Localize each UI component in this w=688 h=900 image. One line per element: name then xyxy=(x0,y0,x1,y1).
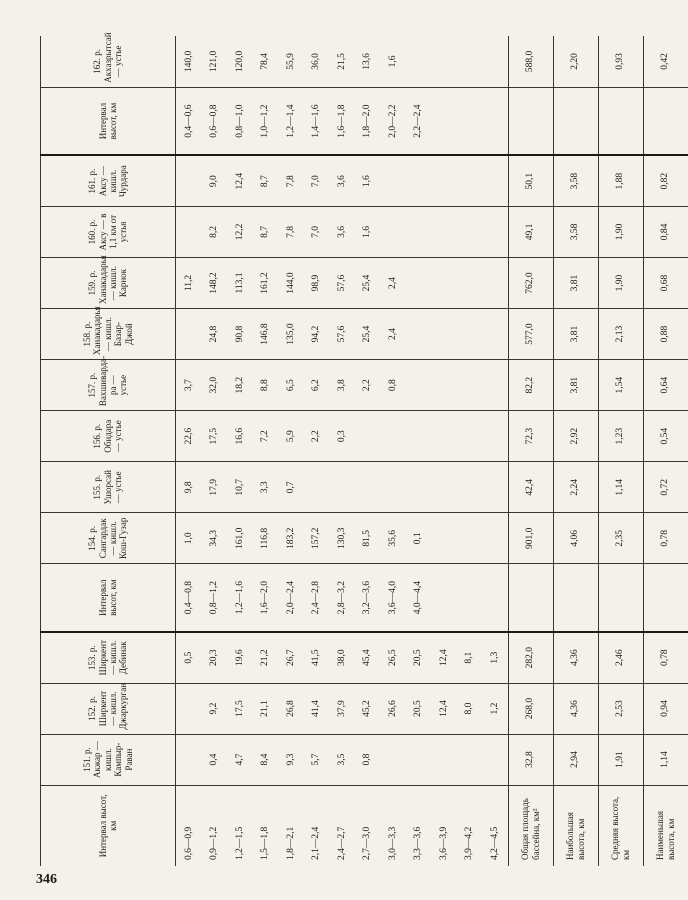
table-cell: 3,2—3,6 xyxy=(355,564,381,632)
table-cell: 4,36 xyxy=(553,632,598,683)
table-cell: 6,2 xyxy=(304,360,330,411)
row-label-cell: 2,7—3,0 xyxy=(362,826,373,860)
table-cell: 20,5 xyxy=(406,683,432,734)
table-cell: 0,72 xyxy=(643,462,688,513)
table-cell: 57,6 xyxy=(329,257,355,308)
table-cell: 17,9 xyxy=(202,462,228,513)
table-cell xyxy=(431,206,457,257)
table-row xyxy=(304,36,330,866)
table-cell: 157,2 xyxy=(304,513,330,564)
table-cell: 144,0 xyxy=(278,257,304,308)
table-cell xyxy=(431,87,457,155)
table-cell xyxy=(457,462,483,513)
table-cell: 7,0 xyxy=(304,155,330,206)
table-row xyxy=(176,36,202,866)
table-cell xyxy=(406,206,432,257)
header-cell: Интервал высот, км xyxy=(41,564,176,632)
table-cell xyxy=(457,564,483,632)
header-cell: 159. р. Ханакадарья — кишл. Карнок xyxy=(41,257,176,308)
table-cell: 81,5 xyxy=(355,513,381,564)
table-cell xyxy=(431,360,457,411)
table-cell: 26,7 xyxy=(278,632,304,683)
table-cell: 3,81 xyxy=(553,360,598,411)
table-cell: 0,8—1,0 xyxy=(227,87,253,155)
table-cell: 135,0 xyxy=(278,309,304,360)
table-row xyxy=(380,36,406,866)
table-cell: 4,36 xyxy=(553,683,598,734)
table-cell xyxy=(482,87,508,155)
table-cell: 45,4 xyxy=(355,632,381,683)
table-cell: 22,6 xyxy=(176,411,202,462)
table-row xyxy=(278,36,304,866)
table-cell: 2,2 xyxy=(304,411,330,462)
table-cell: 1,54 xyxy=(598,360,643,411)
table-cell xyxy=(431,309,457,360)
table-cell: 1,6 xyxy=(355,206,381,257)
table-cell: 148,2 xyxy=(202,257,228,308)
table-cell: 0,54 xyxy=(643,411,688,462)
table-cell: 8,8 xyxy=(253,360,279,411)
table-cell: 2,0—2,2 xyxy=(380,87,406,155)
row-label-cell: Наименьшая высота, км xyxy=(643,785,688,866)
table-cell: 3,81 xyxy=(553,257,598,308)
table-cell: 2,46 xyxy=(598,632,643,683)
table-cell xyxy=(176,734,202,785)
table-cell xyxy=(431,36,457,87)
table-cell xyxy=(329,462,355,513)
table-cell: 26,5 xyxy=(380,632,406,683)
table-cell: 1,6 xyxy=(380,36,406,87)
table-cell xyxy=(553,564,598,632)
table-cell: 2,0—2,4 xyxy=(278,564,304,632)
table-cell: 19,6 xyxy=(227,632,253,683)
table-cell xyxy=(482,309,508,360)
table-cell: 1,14 xyxy=(598,462,643,513)
table-cell: 0,42 xyxy=(643,36,688,87)
table-cell: 12,4 xyxy=(431,632,457,683)
row-label-cell: 4,2—4,5 xyxy=(489,826,500,860)
table-cell: 9,0 xyxy=(202,155,228,206)
table-cell: 32,0 xyxy=(202,360,228,411)
table-cell: 12,4 xyxy=(227,155,253,206)
table-cell: 8,2 xyxy=(202,206,228,257)
table-cell: 2,8—3,2 xyxy=(329,564,355,632)
table-cell xyxy=(176,309,202,360)
table-cell: 0,4 xyxy=(202,734,228,785)
summary-row xyxy=(508,36,553,866)
table-cell: 36,0 xyxy=(304,36,330,87)
table-cell: 45,2 xyxy=(355,683,381,734)
row-label-cell: 0,9—1,2 xyxy=(209,826,220,860)
table-cell: 16,6 xyxy=(227,411,253,462)
table-row xyxy=(329,36,355,866)
header-cell: 161. р. Аксу — кишл. Чурдара xyxy=(41,155,176,206)
table-cell: 1,4—1,6 xyxy=(304,87,330,155)
table-cell: 8,0 xyxy=(457,683,483,734)
table-cell: 2,2 xyxy=(355,360,381,411)
table-cell: 9,8 xyxy=(176,462,202,513)
table-cell xyxy=(482,411,508,462)
table-cell: 25,4 xyxy=(355,309,381,360)
table-cell: 0,8—1,2 xyxy=(202,564,228,632)
table-cell: 1,14 xyxy=(643,734,688,785)
header-cell: 160. р. Аксу — в 1,1 км от устья xyxy=(41,206,176,257)
table-cell: 268,0 xyxy=(508,683,553,734)
table-cell: 2,20 xyxy=(553,36,598,87)
table-cell: 1,6—1,8 xyxy=(329,87,355,155)
table-cell: 2,2—2,4 xyxy=(406,87,432,155)
table-cell xyxy=(598,564,643,632)
table-cell xyxy=(380,411,406,462)
table-cell: 1,6—2,0 xyxy=(253,564,279,632)
table-cell: 5,9 xyxy=(278,411,304,462)
table-cell: 57,6 xyxy=(329,309,355,360)
table-cell xyxy=(176,155,202,206)
table-cell: 7,8 xyxy=(278,206,304,257)
summary-row xyxy=(598,36,643,866)
table-cell xyxy=(380,155,406,206)
table-row xyxy=(406,36,432,866)
table-cell: 37,9 xyxy=(329,683,355,734)
table-cell: 577,0 xyxy=(508,309,553,360)
table-cell: 0,68 xyxy=(643,257,688,308)
table-cell: 0,8 xyxy=(355,734,381,785)
table-cell xyxy=(431,155,457,206)
table-cell xyxy=(355,462,381,513)
table-cell: 2,94 xyxy=(553,734,598,785)
table-cell: 0,78 xyxy=(643,632,688,683)
table-cell: 2,53 xyxy=(598,683,643,734)
table-cell: 2,24 xyxy=(553,462,598,513)
table-row xyxy=(355,36,381,866)
table-cell: 8,4 xyxy=(253,734,279,785)
table-cell: 4,7 xyxy=(227,734,253,785)
table-cell: 8,1 xyxy=(457,632,483,683)
table-cell: 20,3 xyxy=(202,632,228,683)
table-cell: 0,64 xyxy=(643,360,688,411)
table-cell: 24,8 xyxy=(202,309,228,360)
table-cell: 94,2 xyxy=(304,309,330,360)
table-cell: 49,1 xyxy=(508,206,553,257)
table-cell: 42,4 xyxy=(508,462,553,513)
rotated-table-container xyxy=(40,32,676,866)
table-cell: 140,0 xyxy=(176,36,202,87)
table-cell: 72,3 xyxy=(508,411,553,462)
table-cell: 0,5 xyxy=(176,632,202,683)
row-label-cell: 3,0—3,3 xyxy=(387,826,398,860)
table-cell: 7,2 xyxy=(253,411,279,462)
table-cell: 0,88 xyxy=(643,309,688,360)
table-cell: 1,2—1,4 xyxy=(278,87,304,155)
table-cell: 7,8 xyxy=(278,155,304,206)
table-cell xyxy=(643,564,688,632)
table-cell xyxy=(431,513,457,564)
table-cell: 12,2 xyxy=(227,206,253,257)
table-cell: 21,1 xyxy=(253,683,279,734)
table-cell xyxy=(380,206,406,257)
row-label-cell: 1,8—2,1 xyxy=(285,826,296,860)
row-label-cell: 1,2—1,5 xyxy=(234,826,245,860)
table-cell: 2,4—2,8 xyxy=(304,564,330,632)
table-cell: 0,1 xyxy=(406,513,432,564)
table-row xyxy=(253,36,279,866)
header-cell: 156. р. Обидара — устье xyxy=(41,411,176,462)
table-cell: 0,7 xyxy=(278,462,304,513)
table-cell: 0,6—0,8 xyxy=(202,87,228,155)
table-cell: 146,8 xyxy=(253,309,279,360)
header-cell: 154. р. Сангардак — кишл. Кош-Гузар xyxy=(41,513,176,564)
table-cell: 1,2—1,6 xyxy=(227,564,253,632)
table-cell: 2,92 xyxy=(553,411,598,462)
table-cell xyxy=(482,734,508,785)
table-cell: 4,06 xyxy=(553,513,598,564)
table-cell: 11,2 xyxy=(176,257,202,308)
table-cell: 3,58 xyxy=(553,206,598,257)
table-cell xyxy=(482,513,508,564)
table-cell: 8,7 xyxy=(253,206,279,257)
table-cell: 1,23 xyxy=(598,411,643,462)
header-cell: 155. р. Ушорсай — устье xyxy=(41,462,176,513)
table-cell: 183,2 xyxy=(278,513,304,564)
header-cell: Интервал высот, км xyxy=(41,785,176,866)
table-cell xyxy=(598,87,643,155)
table-cell xyxy=(457,257,483,308)
row-label-cell: 3,3—3,6 xyxy=(413,826,424,860)
table-row xyxy=(482,36,508,866)
table-cell xyxy=(457,87,483,155)
table-cell: 3,6—4,0 xyxy=(380,564,406,632)
table-cell: 5,7 xyxy=(304,734,330,785)
table-cell xyxy=(406,360,432,411)
table-cell: 161,2 xyxy=(253,257,279,308)
table-cell: 0,93 xyxy=(598,36,643,87)
header-cell: 157. р. Вахшиварда-ра — устье xyxy=(41,360,176,411)
header-cell: 151. р. Акжар — кишл. Кампыр-Раван xyxy=(41,734,176,785)
table-cell: 1,3 xyxy=(482,632,508,683)
table-cell xyxy=(431,564,457,632)
table-cell: 6,5 xyxy=(278,360,304,411)
table-cell xyxy=(457,360,483,411)
table-cell: 20,5 xyxy=(406,632,432,683)
table-cell: 90,8 xyxy=(227,309,253,360)
table-cell: 12,4 xyxy=(431,683,457,734)
table-cell: 0,82 xyxy=(643,155,688,206)
table-cell: 21,2 xyxy=(253,632,279,683)
table-cell: 1,90 xyxy=(598,206,643,257)
table-row xyxy=(431,36,457,866)
summary-row xyxy=(643,36,688,866)
table-cell: 0,4—0,8 xyxy=(176,564,202,632)
table-cell: 120,0 xyxy=(227,36,253,87)
table-cell xyxy=(482,206,508,257)
table-cell: 3,6 xyxy=(329,206,355,257)
table-cell xyxy=(431,462,457,513)
table-cell: 1,90 xyxy=(598,257,643,308)
rotated-table-area xyxy=(40,32,676,866)
table-cell: 21,5 xyxy=(329,36,355,87)
table-cell xyxy=(482,36,508,87)
table-cell xyxy=(457,206,483,257)
table-cell: 0,78 xyxy=(643,513,688,564)
table-cell: 3,58 xyxy=(553,155,598,206)
table-cell: 50,1 xyxy=(508,155,553,206)
table-cell xyxy=(482,155,508,206)
table-cell: 3,8 xyxy=(329,360,355,411)
table-cell: 78,4 xyxy=(253,36,279,87)
header-cell: 162. р. Акхазрытсай — устье xyxy=(41,36,176,87)
table-cell xyxy=(406,155,432,206)
table-cell xyxy=(482,564,508,632)
table-cell: 1,88 xyxy=(598,155,643,206)
table-cell xyxy=(355,411,381,462)
table-cell xyxy=(457,309,483,360)
table-cell xyxy=(457,155,483,206)
table-cell xyxy=(457,513,483,564)
row-label-cell: Общая площадь бассейна, км² xyxy=(508,785,553,866)
table-cell: 55,9 xyxy=(278,36,304,87)
table-row xyxy=(227,36,253,866)
table-cell xyxy=(406,411,432,462)
table-cell: 161,0 xyxy=(227,513,253,564)
table-cell: 10,7 xyxy=(227,462,253,513)
table-cell: 1,0 xyxy=(176,513,202,564)
table-cell: 41,4 xyxy=(304,683,330,734)
table-cell: 82,2 xyxy=(508,360,553,411)
row-label-cell: 2,1—2,4 xyxy=(311,826,322,860)
table-cell xyxy=(406,734,432,785)
table-cell: 3,3 xyxy=(253,462,279,513)
table-row xyxy=(457,36,483,866)
table-cell: 2,4 xyxy=(380,309,406,360)
table-cell: 3,7 xyxy=(176,360,202,411)
header-cell: 158. р. Ханакадарья — кишл. Базар-Джой xyxy=(41,309,176,360)
table-cell: 901,0 xyxy=(508,513,553,564)
table-cell: 9,2 xyxy=(202,683,228,734)
table-cell: 113,1 xyxy=(227,257,253,308)
row-label-cell: 2,4—2,7 xyxy=(336,826,347,860)
header-cell: 152. р. Ширкент — кишл. Джаркурган xyxy=(41,683,176,734)
table-cell: 9,3 xyxy=(278,734,304,785)
header-row xyxy=(41,36,176,866)
table-cell: 26,6 xyxy=(380,683,406,734)
table-cell xyxy=(482,257,508,308)
table-cell: 2,13 xyxy=(598,309,643,360)
header-cell: 153. р. Ширкент — кишл. Дебинак xyxy=(41,632,176,683)
table-cell: 0,4—0,6 xyxy=(176,87,202,155)
table-cell: 7,0 xyxy=(304,206,330,257)
table-cell: 0,3 xyxy=(329,411,355,462)
table-cell xyxy=(457,411,483,462)
summary-row xyxy=(553,36,598,866)
table-cell: 282,0 xyxy=(508,632,553,683)
page-number: 346 xyxy=(36,872,57,887)
table-cell: 2,35 xyxy=(598,513,643,564)
table-cell xyxy=(406,462,432,513)
table-cell: 32,8 xyxy=(508,734,553,785)
table-cell: 588,0 xyxy=(508,36,553,87)
table-cell xyxy=(482,360,508,411)
table-cell xyxy=(380,734,406,785)
row-label-cell: 1,5—1,8 xyxy=(260,826,271,860)
table-cell: 34,3 xyxy=(202,513,228,564)
table-cell: 3,6 xyxy=(329,155,355,206)
table-cell: 17,5 xyxy=(202,411,228,462)
table-cell xyxy=(508,564,553,632)
table-cell: 41,5 xyxy=(304,632,330,683)
header-cell: Интервал высот, км xyxy=(41,87,176,155)
table-cell xyxy=(176,206,202,257)
table-cell: 116,8 xyxy=(253,513,279,564)
table-cell xyxy=(406,36,432,87)
table-body xyxy=(176,36,688,866)
table-cell: 18,2 xyxy=(227,360,253,411)
table-cell: 762,0 xyxy=(508,257,553,308)
table-cell: 13,6 xyxy=(355,36,381,87)
table-cell: 0,8 xyxy=(380,360,406,411)
row-label-cell: 3,9—4,2 xyxy=(464,826,475,860)
table-cell: 25,4 xyxy=(355,257,381,308)
table-cell xyxy=(176,683,202,734)
table-cell xyxy=(431,257,457,308)
table-cell: 130,3 xyxy=(329,513,355,564)
table-cell: 8,7 xyxy=(253,155,279,206)
table-cell: 1,91 xyxy=(598,734,643,785)
altitude-distribution-table xyxy=(40,32,688,866)
table-row xyxy=(202,36,228,866)
table-cell: 35,6 xyxy=(380,513,406,564)
table-cell: 1,6 xyxy=(355,155,381,206)
table-cell xyxy=(643,87,688,155)
row-label-cell: 3,6—3,9 xyxy=(438,826,449,860)
table-cell xyxy=(457,734,483,785)
table-cell xyxy=(457,36,483,87)
table-cell: 4,0—4,4 xyxy=(406,564,432,632)
table-cell xyxy=(553,87,598,155)
row-label-cell: Средняя высота, км xyxy=(598,785,643,866)
table-cell: 1,8—2,0 xyxy=(355,87,381,155)
table-cell xyxy=(304,462,330,513)
row-label-cell: 0,6—0,9 xyxy=(183,826,194,860)
table-cell: 121,0 xyxy=(202,36,228,87)
table-cell: 38,0 xyxy=(329,632,355,683)
table-cell: 17,5 xyxy=(227,683,253,734)
table-cell xyxy=(482,462,508,513)
table-cell: 3,5 xyxy=(329,734,355,785)
table-cell: 98,9 xyxy=(304,257,330,308)
table-cell xyxy=(406,257,432,308)
table-cell: 0,94 xyxy=(643,683,688,734)
table-cell: 2,4 xyxy=(380,257,406,308)
table-cell: 0,84 xyxy=(643,206,688,257)
table-cell xyxy=(406,309,432,360)
table-cell: 1,0—1,2 xyxy=(253,87,279,155)
table-cell xyxy=(431,734,457,785)
table-cell xyxy=(431,411,457,462)
row-label-cell: Наибольшая высота, км xyxy=(553,785,598,866)
table-cell: 26,8 xyxy=(278,683,304,734)
table-cell: 1,2 xyxy=(482,683,508,734)
table-cell xyxy=(380,462,406,513)
table-cell xyxy=(508,87,553,155)
table-cell: 3,81 xyxy=(553,309,598,360)
